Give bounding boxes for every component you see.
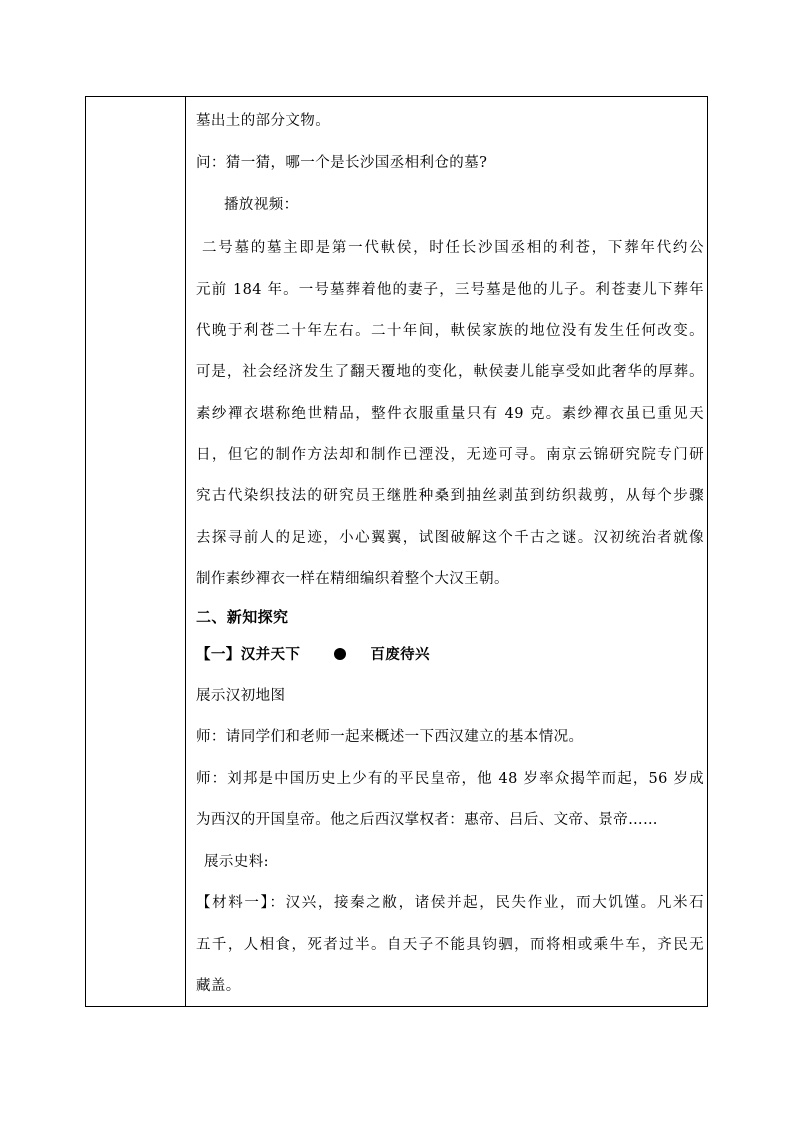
text-line: 素纱襌衣堪称绝世精品，整件衣服重量只有 49 克。素纱襌衣虽已重见天 — [196, 406, 704, 422]
text-line: 播放视频： — [224, 197, 299, 213]
text-line: 【材料一】：汉兴，接秦之敝，诸侯并起，民失作业，而大饥馑。凡米石 — [196, 895, 704, 911]
text-line: 二号墓的墓主即是第一代軑侯，时任长沙国丞相的利苍，下葬年代约公 — [202, 240, 704, 256]
left-column-cell — [86, 97, 186, 1006]
lesson-table — [85, 96, 708, 1007]
text-line: 日，但它的制作方法却和制作已湮没，无迹可寻。南京云锦研究院专门研 — [196, 447, 704, 463]
sub-heading-right: 百废待兴 — [370, 646, 430, 663]
text-line: 墓出土的部分文物。 — [196, 113, 331, 129]
text-line: 师：刘邦是中国历史上少有的平民皇帝，他 48 岁率众揭竿而起，56 岁成 — [196, 771, 704, 787]
text-line: 师：请同学们和老师一起来概述一下西汉建立的基本情况。 — [196, 729, 584, 745]
text-line: 可是，社会经济发生了翻天覆地的变化，軑侯妻儿能享受如此奢华的厚葬。 — [196, 364, 704, 380]
bullet-dot-icon — [334, 648, 346, 660]
text-line: 元前 184 年。一号墓葬着他的妻子，三号墓是他的儿子。利苍妻儿下葬年 — [196, 282, 704, 298]
section-heading: 二、新知探究 — [196, 608, 289, 626]
text-line: 制作素纱襌衣一样在精细编织着整个大汉王朝。 — [196, 571, 509, 587]
text-line: 为西汉的开国皇帝。他之后西汉掌权者：惠帝、吕后、文帝、景帝…… — [196, 812, 658, 828]
text-line: 展示史料: — [204, 854, 269, 870]
text-line: 去探寻前人的足迹，小心翼翼，试图破解这个千古之谜。汉初统治者就像 — [196, 530, 704, 546]
text-line: 究古代染织技法的研究员王继胜种桑到抽丝剥茧到纺织裁剪，从每个步骤 — [196, 488, 704, 504]
text-line: 问：猜一猜，哪一个是长沙国丞相利仓的墓? — [196, 155, 488, 171]
sub-heading — [196, 645, 430, 665]
text-line: 藏盖。 — [196, 978, 241, 994]
text-line: 展示汉初地图 — [196, 688, 286, 704]
text-line: 代晚于利苍二十年左右。二十年间，軑侯家族的地位没有发生任何改变。 — [196, 323, 704, 339]
text-line: 五千，人相食，死者过半。自天子不能具钧驷，而将相或乘牛车，齐民无 — [196, 937, 704, 953]
sub-heading-left: 【一】汉并天下 — [196, 646, 301, 663]
